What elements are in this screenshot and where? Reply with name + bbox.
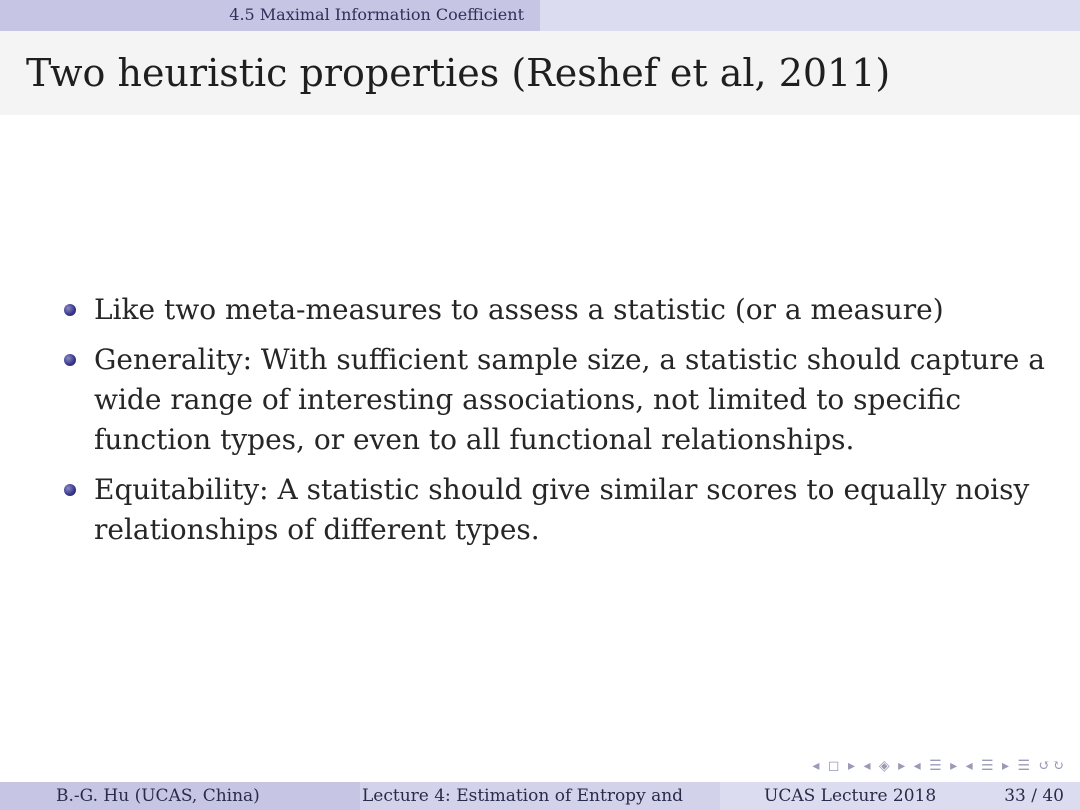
footer-title-box (360, 782, 720, 810)
footer-page-number: 33 / 40 (1004, 786, 1064, 806)
bullet-text: Generality: With sufficient sample size, a statistic should capture a wide range of interesting associations, not limited to specific function types, or even to all functional relationships. (94, 343, 1045, 456)
bullet-text: Like two meta-measures to assess a statistic (or a measure) (94, 293, 944, 326)
bullet-item (60, 470, 1060, 550)
slide-content (60, 290, 1060, 560)
section-title: 4.5 Maximal Information Coefficient (229, 5, 524, 24)
bullet-list (60, 290, 1060, 550)
bullet-item (60, 340, 1060, 460)
section-nav-tab[interactable] (0, 0, 540, 31)
beamer-navigation-icons[interactable]: ◂ ◻ ▸ ◂ ◈ ▸ ◂ ☰ ▸ ◂ ☰ ▸ ☰ ↺↻ (812, 758, 1066, 774)
bullet-ball-icon (64, 354, 76, 366)
headline-bar (0, 0, 1080, 31)
bullet-text: Equitability: A statistic should give similar scores to equally noisy relationships of different types. (94, 473, 1030, 546)
bullet-item (60, 290, 1060, 330)
bullet-ball-icon (64, 304, 76, 316)
footer-author-box (0, 782, 360, 810)
frame-title-bar (0, 31, 1080, 115)
footer-date-box (720, 782, 1080, 810)
footer-title: Lecture 4: Estimation of Entropy and (362, 786, 684, 806)
footline (0, 782, 1080, 810)
footer-date: UCAS Lecture 2018 (764, 786, 937, 806)
footer-author: B.-G. Hu (UCAS, China) (56, 786, 260, 806)
bullet-ball-icon (64, 484, 76, 496)
slide-title: Two heuristic properties (Reshef et al, 2011) (26, 51, 891, 95)
